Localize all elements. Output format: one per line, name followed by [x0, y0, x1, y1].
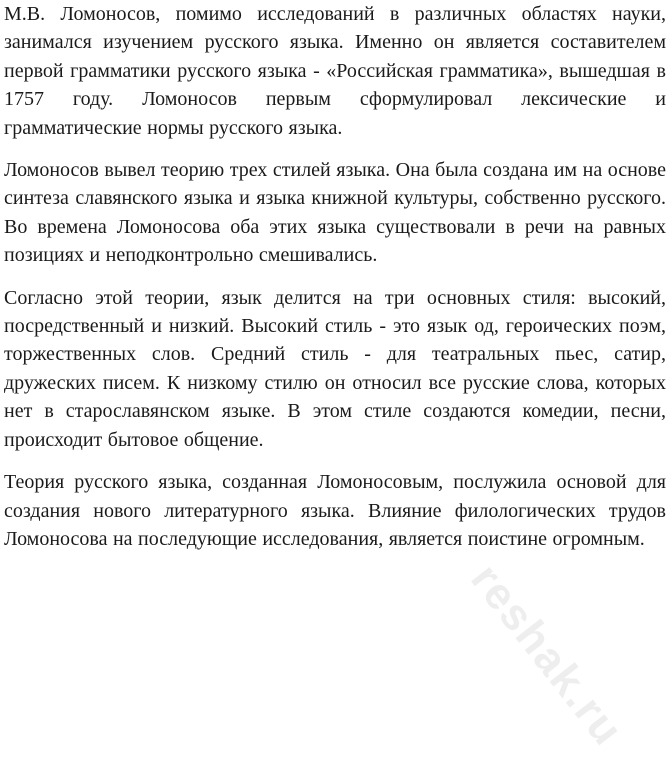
document-body: [4, 0, 666, 567]
watermark: reshak.ru: [461, 555, 634, 756]
paragraph-three-styles-theory: Ломоносов вывел теорию трех стилей языка. Она была создана им на основе синтеза славянского языка и языка книжной культуры, собственно русского. Во времена Ломоносова оба этих языка существовали в речи на равных позициях и неподконтрольно смешивались.: [4, 159, 666, 267]
paragraph-style-division: Согласно этой теории, язык делится на три основных стиля: высокий, посредственный и низкий. Высокий стиль - это язык од, героических поэм, торжественных слов. Средний стиль - для театральных пьес, сатир, дружеских писем. К низкому стилю он относил все русские слова, которых нет в старославянском языке. В этом стиле создаются комедии, песни, происходит бытовое общение.: [4, 286, 666, 451]
paragraph-lomonosov-grammar: М.В. Ломоносов, помимо исследований в различных областях науки, занимался изучением русского языка. Именно он является составителем первой грамматики русского языка - «Российская грамматика», вышедшая в 1757 году. Ломоносов первым сформулировал лексические и грамматические нормы русского языка.: [4, 3, 666, 139]
paragraph-theory-influence: Теория русского языка, созданная Ломоносовым, послужила основой для создания нового литературного языка. Влияние филологических трудов Ломоносова на последующие исследования, является поистине огромным.: [4, 471, 666, 550]
